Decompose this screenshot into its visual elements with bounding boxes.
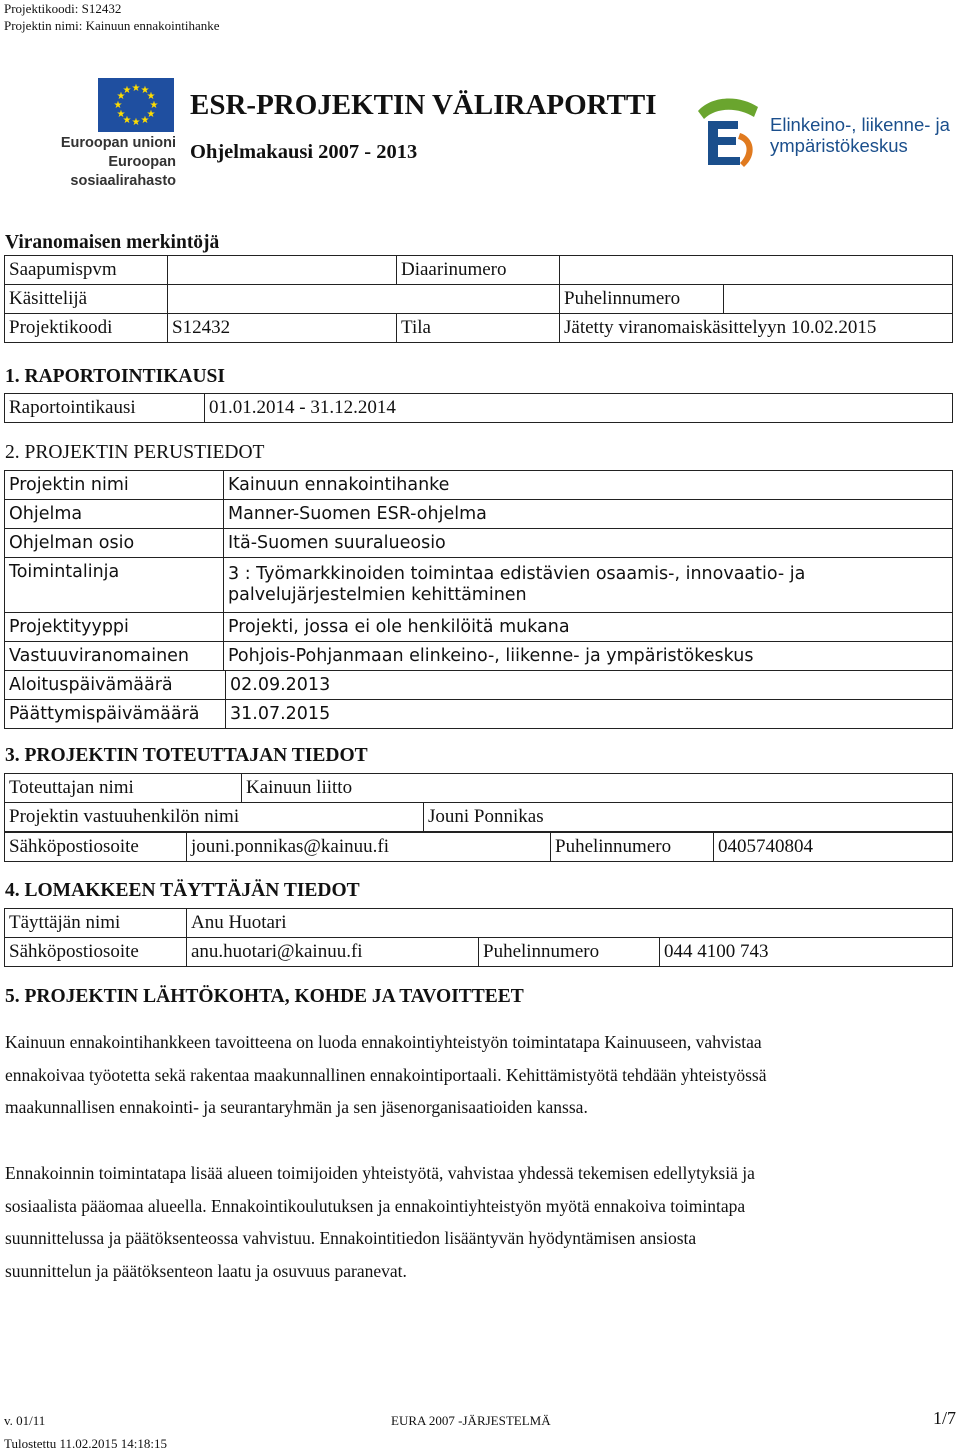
basic-info-value: Manner-Suomen ESR-ohjelma [224, 500, 953, 529]
header-project-code: Projektikoodi: S12432 [4, 1, 122, 16]
svg-text:★: ★ [140, 115, 150, 126]
project-code-label: Projektikoodi [5, 314, 168, 343]
arrival-date-value [168, 256, 397, 285]
start-date-label: Aloituspäivämäärä [5, 671, 226, 700]
paragraph-line: maakunnallisen ennakointi- ja seurantaryhmän ja sen jäsenorganisaatioiden kanssa. [5, 1097, 588, 1117]
objectives-paragraph-1 [5, 1026, 955, 1124]
filler-phone-value: 044 4100 743 [660, 938, 953, 967]
authority-phone-value [724, 285, 953, 314]
section-1-heading: 1. RAPORTOINTIKAUSI [5, 366, 225, 387]
responsible-person-label: Projektin vastuuhenkilön nimi [5, 803, 424, 832]
basic-info-value: Kainuun ennakointihanke [224, 471, 953, 500]
svg-text:★: ★ [140, 85, 150, 96]
eu-logo-line1: Euroopan unioni [60, 135, 176, 151]
basic-info-value: Pohjois-Pohjanmaan elinkeino-, liikenne- ja ympäristökeskus [224, 642, 953, 671]
handler-value [168, 285, 560, 314]
basic-info-label: Projektityyppi [5, 613, 224, 642]
svg-text:★: ★ [146, 109, 156, 120]
handler-label: Käsittelijä [5, 285, 168, 314]
report-title: ESR-PROJEKTIN VÄLIRAPORTTI [190, 89, 657, 121]
implementer-email-label: Sähköpostiosoite [5, 833, 187, 862]
implementer-phone-value: 0405740804 [714, 833, 953, 862]
svg-text:★: ★ [131, 117, 141, 128]
basic-info-label: Ohjelman osio [5, 529, 224, 558]
project-basic-info-table [4, 470, 953, 671]
footer-system: EURA 2007 -JÄRJESTELMÄ [391, 1413, 551, 1428]
basic-info-label: Ohjelma [5, 500, 224, 529]
reporting-period-value: 01.01.2014 - 31.12.2014 [205, 394, 953, 423]
filler-name-value: Anu Huotari [187, 909, 953, 938]
implementer-value: Kainuun liitto [242, 774, 953, 803]
project-code-value: S12432 [168, 314, 397, 343]
paragraph-line: suunnittelun ja päätöksenteon laatu ja osuvuus paranevat. [5, 1260, 407, 1281]
ely-logo-line2: ympäristökeskus [770, 135, 908, 156]
basic-info-label: Toimintalinja [5, 558, 224, 613]
svg-text:★: ★ [116, 91, 126, 102]
section-5-heading: 5. PROJEKTIN LÄHTÖKOHTA, KOHDE JA TAVOITTEET [5, 986, 524, 1007]
filler-email-label: Sähköpostiosoite [5, 938, 187, 967]
svg-text:★: ★ [116, 109, 126, 120]
section-4-heading: 4. LOMAKKEEN TÄYTTÄJÄN TIEDOT [5, 880, 360, 901]
filler-email-value: anu.huotari@kainuu.fi [187, 938, 479, 967]
authority-heading: Viranomaisen merkintöjä [5, 232, 220, 253]
state-label: Tila [397, 314, 560, 343]
reporting-period-table [4, 393, 953, 423]
program-period: Ohjelmakausi 2007 - 2013 [190, 141, 418, 163]
end-date-label: Päättymispäivämäärä [5, 700, 226, 729]
form-filler-table [4, 908, 953, 967]
responsible-person-table [4, 802, 953, 832]
basic-info-label: Vastuuviranomainen [5, 642, 224, 671]
paragraph-line: Ennakoinnin toimintatapa lisää alueen toimijoiden yhteistyötä, vahvistaa yhdessä tekemisen edellytyksiä ja [5, 1163, 755, 1183]
basic-info-value: Projekti, jossa ei ole henkilöitä mukana [224, 613, 953, 642]
start-date-value: 02.09.2013 [226, 671, 953, 700]
basic-info-value-cont: palvelujärjestelmien kehittäminen [228, 585, 527, 605]
basic-info-value: 3 : Työmarkkinoiden toimintaa edistävien osaamis-, innovaatio- ja [228, 564, 806, 584]
ely-logo-line1: Elinkeino-, liikenne- ja [770, 114, 950, 135]
paragraph-line: ennakoivaa työotetta sekä rakentaa maakunnallinen ennakointiportaali. Kehittämistyötä tehdään yhteistyössä [5, 1064, 767, 1085]
end-date-value: 31.07.2015 [226, 700, 953, 729]
authority-phone-label: Puhelinnumero [560, 285, 724, 314]
svg-text:★: ★ [122, 85, 132, 96]
paragraph-line: Kainuun ennakointihankkeen tavoitteena on luoda ennakointiyhteistyön toimintatapa Kainuuseen, vahvistaa [5, 1032, 762, 1052]
responsible-person-value: Jouni Ponnikas [424, 803, 953, 832]
svg-text:★: ★ [113, 100, 123, 111]
basic-info-label: Projektin nimi [5, 471, 224, 500]
paragraph-line: suunnittelussa ja päätöksenteossa vahvistuu. Ennakointitiedon lisääntyvän hyödyntämisen ansiosta [5, 1228, 697, 1248]
paragraph-line: sosiaalista pääomaa alueella. Ennakointikoulutuksen ja ennakointiyhteistyön myötä ennakoiva toimintapa [5, 1195, 746, 1216]
eu-logo-line2: Euroopan sosiaalirahasto [70, 154, 176, 189]
arrival-date-label: Saapumispvm [5, 256, 168, 285]
svg-text:★: ★ [146, 91, 156, 102]
header-project-name: Projektin nimi: Kainuun ennakointihanke [4, 18, 220, 33]
authority-table [4, 255, 953, 343]
filler-phone-label: Puhelinnumero [479, 938, 660, 967]
svg-text:★: ★ [131, 83, 141, 94]
svg-text:★: ★ [149, 100, 159, 111]
footer-page-number: 1/7 [933, 1408, 957, 1428]
state-value: Jätetty viranomaiskäsittelyyn 10.02.2015 [560, 314, 953, 343]
filler-name-label: Täyttäjän nimi [5, 909, 187, 938]
reporting-period-label: Raportointikausi [5, 394, 205, 423]
objectives-paragraph-2 [5, 1157, 955, 1287]
footer-version: v. 01/11 [4, 1413, 46, 1428]
project-dates-table [4, 670, 953, 729]
section-2-heading: 2. PROJEKTIN PERUSTIEDOT [5, 442, 265, 463]
basic-info-value: Itä-Suomen suuralueosio [224, 529, 953, 558]
svg-text:★: ★ [122, 115, 132, 126]
eu-flag-logo [98, 78, 174, 132]
implementer-phone-label: Puhelinnumero [551, 833, 714, 862]
section-3-heading: 3. PROJEKTIN TOTEUTTAJAN TIEDOT [5, 745, 368, 766]
implementer-label: Toteuttajan nimi [5, 774, 242, 803]
implementer-email-value: jouni.ponnikas@kainuu.fi [187, 833, 551, 862]
record-number-value [560, 256, 953, 285]
footer-print-timestamp: Tulostettu 11.02.2015 14:18:15 [4, 1436, 168, 1451]
implementer-table [4, 773, 953, 803]
record-number-label: Diaarinumero [397, 256, 560, 285]
ely-logo-mark [694, 93, 764, 173]
implementer-contact-table [4, 832, 953, 862]
